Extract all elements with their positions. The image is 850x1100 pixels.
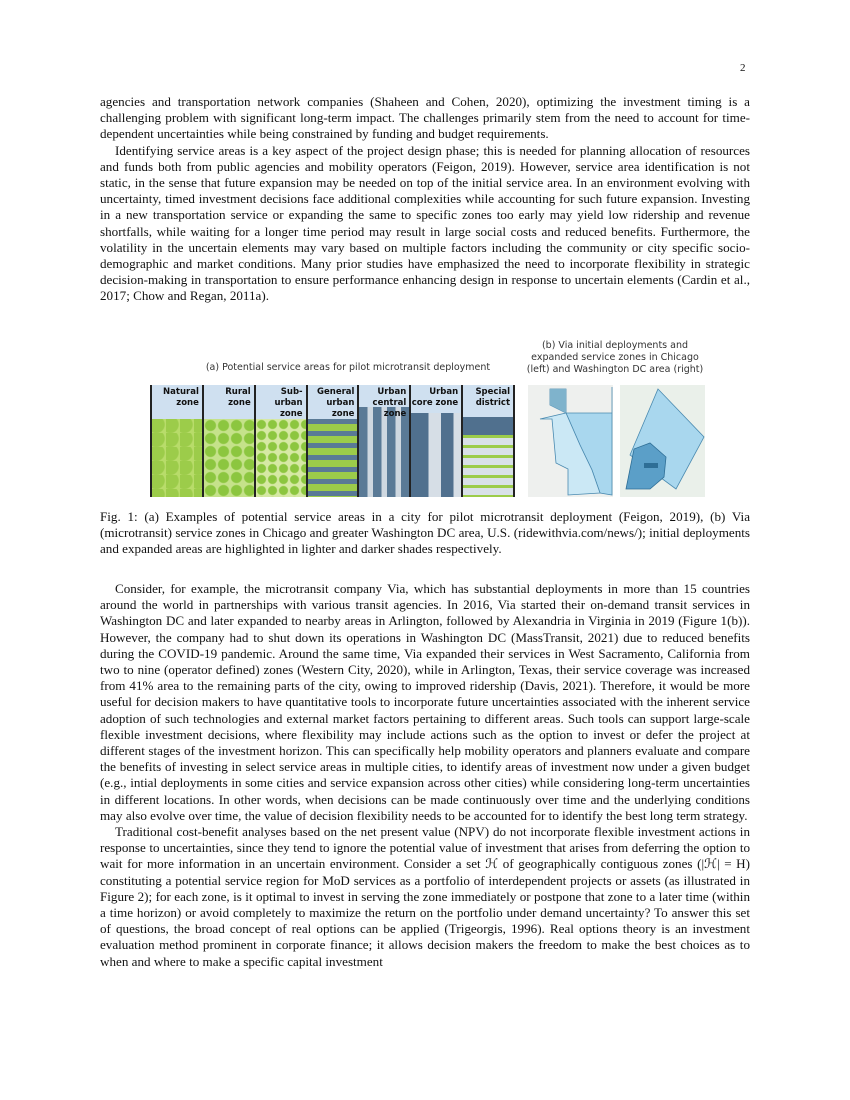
panel-b-title: (b) Via initial deployments and expanded service zones in Chicago (left) and Washington DC area (right): [526, 340, 704, 375]
zone-label: Urban central zone: [372, 387, 407, 419]
zone-urban-central: [357, 385, 409, 497]
paragraph: agencies and transportation network companies (Shaheen and Cohen, 2020), optimizing the investment timing is a challenging problem with significant long-term impact. The challenges primarily stem from the need to account for time-dependent uncertainties while being constrained by funding and budget requirements.: [100, 94, 750, 142]
zone-illustration: [150, 385, 515, 497]
zone-general-urban: [306, 385, 358, 497]
zone-label: Rural zone: [225, 387, 251, 408]
zone-label: Urban core zone: [411, 387, 459, 408]
body-text-top: [100, 94, 750, 305]
zone-special-district: [461, 385, 515, 497]
zone-label: Natural zone: [163, 387, 199, 408]
panel-a-title: (a) Potential service areas for pilot microtransit deployment: [205, 362, 491, 373]
zone-label: General urban zone: [317, 387, 355, 419]
zone-rural: [202, 385, 254, 497]
paragraph: Traditional cost-benefit analyses based on the net present value (NPV) do not incorporate flexible investment actions in response to uncertainties, since they tend to ignore the potential value of investment that arises from deferring the option to wait for more information in an uncertain environment. Consider a set ℋ of geographically contiguous zones (|ℋ| = H) constituting a potential service region for MoD services as a portfolio of interdependent projects or assets (as illustrated in Figure 2); for each zone, is it optimal to invest in serving the zone immediately or postpone that zone to a later time (within a time horizon) or avoid completely to maximize the return on the portfolio under demand uncertainty? To answer this set of questions, the broad concept of real options can be applied (Trigeorgis, 1996). Real options theory is an investment evaluation method prominent in corporate finance; it allows decision makers the freedom to make the best choices as to when and where to make a specific capital investment: [100, 824, 750, 969]
body-text-bottom: [100, 581, 750, 970]
zone-suburban: [254, 385, 306, 497]
figure-caption: Fig. 1: (a) Examples of potential service areas in a city for pilot microtransit deployment (Feigon, 2019), (b) Via (microtransit) service zones in Chicago and greater Washington DC area, U.S. (ridewithvia.com/news/); initial deployments and expanded areas are highlighted in lighter and darker shades respectively.: [100, 509, 750, 557]
paragraph: Consider, for example, the microtransit company Via, which has substantial deployments in more than 15 countries around the world in partnerships with various transit agencies. In 2016, Via started their on-demand transit services in Washington DC and later expanded to nearby areas in Arlington, followed by Alexandria in Virginia in 2019 (Figure 1(b)). However, the company had to shut down its operations in Washington DC (MassTransit, 2021) due to reduced benefits during the COVID-19 pandemic. Around the same time, Via expanded their services in West Sacramento, California from two to nine (operator defined) zones (Western City, 2020), while in Arlington, Texas, their service coverage was increased from 41% area to the remaining parts of the city, owing to improved ridership (Davis, 2021). Therefore, it would be more useful for decision makers to have quantitative tools to incorporate future uncertainties associated with the inherent service adoption of such technologies and external market factors pertaining to different areas. Such tools can support large-scale flexible investment decisions, where flexibility may include actions such as the option to invest or defer the project at different stages of the investment horizon. This can specifically help mobility operators and planners evaluate and compare the benefits of investing in select service areas in multiple cities, to identify areas of investment now under a given budget (e.g., intial deployments in some cities and service expansion across other cities) while considering long-term uncertainties in different locations. In other words, when decisions can be made continuously over time and the underlying conditions may also evolve over time, the value of decision flexibility needs to be accounted for to identify the best long term strategy.: [100, 581, 750, 823]
figure-1: [140, 340, 710, 500]
paragraph: Identifying service areas is a key aspect of the project design phase; this is needed for planning allocation of resources and funds both from public agencies and mobility operators (Feigon, 2019). However, service area identification is not static, in the sense that future expansion may be needed on top of the initial service area. In an environment evolving with uncertainty, timed investment decisions face additional complexities while accounting for such future expansion. Investing in a new transportation service or expanding the same to specific zones too early may yield low ridership and revenue shortfalls, while waiting for a longer time period may result in large social costs and reduced benefits. Furthermore, the volatility in the uncertain elements may vary based on multiple factors including the community or city specific socio-demographic and market conditions. Many prior studies have emphasized the need to incorporate flexibility in strategic decision-making in transportation to ensure performance enhancing design in response to uncertain elements (Cardin et al., 2017; Chow and Regan, 2011a).: [100, 142, 750, 304]
zone-label: Special district: [475, 387, 511, 408]
chicago-map: [528, 385, 613, 497]
washington-dc-map: [620, 385, 705, 497]
zone-urban-core: [409, 385, 461, 497]
zone-natural: [150, 385, 202, 497]
page-number: 2: [740, 62, 746, 74]
zone-label: Sub-urban zone: [274, 387, 303, 419]
